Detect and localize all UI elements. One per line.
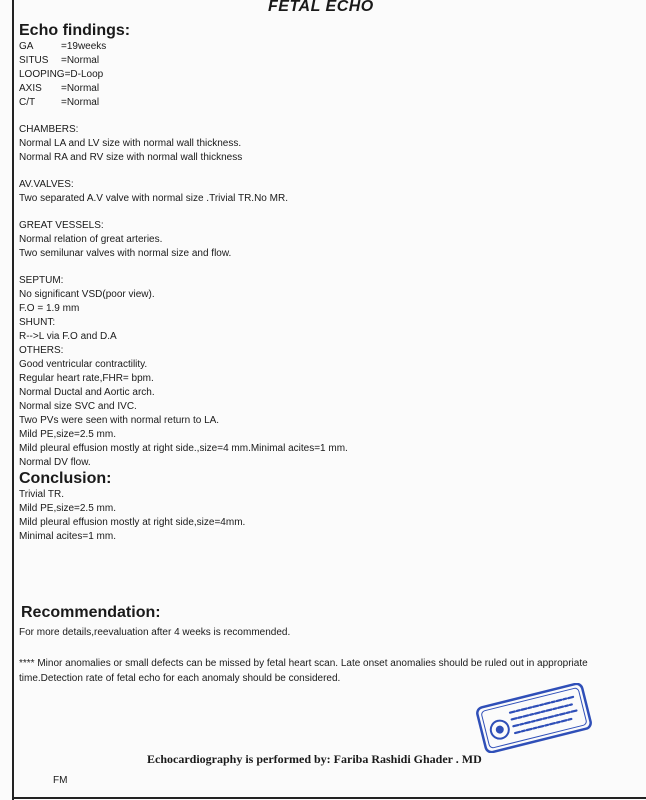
finding-key: AXIS (19, 83, 42, 94)
doctor-stamp (474, 683, 594, 753)
section-line: Normal size SVC and IVC. (19, 401, 137, 412)
conclusion-line: Minimal acites=1 mm. (19, 531, 116, 542)
recommendation-text: For more details,reevaluation after 4 weeks is recommended. (19, 627, 291, 638)
section-line: Two PVs were seen with normal return to LA. (19, 415, 220, 426)
section-line: Normal RA and RV size with normal wall thickness (19, 152, 243, 163)
section-label: CHAMBERS: (19, 124, 79, 135)
conclusion-line: Mild PE,size=2.5 mm. (19, 503, 116, 514)
others-section (19, 344, 639, 470)
findings-row (19, 96, 639, 110)
conclusion-line: Trivial TR. (19, 489, 64, 500)
section-line: Normal Ductal and Aortic arch. (19, 387, 155, 398)
finding-key: SITUS (19, 55, 49, 66)
section-label: AV.VALVES: (19, 179, 74, 190)
section-label: GREAT VESSELS: (19, 220, 104, 231)
section-line: Normal relation of great arteries. (19, 234, 163, 245)
disclaimer-note: **** Minor anomalies or small defects can be missed by fetal heart scan. Late onset anomalies should be ruled out in appropriate time.Detection rate of fetal echo for each anomaly should be considered. (19, 658, 588, 684)
finding-value: =Normal (61, 55, 100, 66)
conclusion-section (19, 488, 639, 544)
section-line: R-->L via F.O and D.A (19, 331, 117, 342)
section-line: Normal LA and LV size with normal wall thickness. (19, 138, 242, 149)
findings-row (19, 40, 639, 54)
section-line: F.O = 1.9 mm (19, 303, 80, 314)
shunt-section (19, 316, 639, 344)
section-line: Two semilunar valves with normal size and flow. (19, 248, 232, 259)
conclusion-line: Mild pleural effusion mostly at right side,size=4mm. (19, 517, 246, 528)
section-line: Normal DV flow. (19, 457, 91, 468)
section-line: Good ventricular contractility. (19, 359, 148, 370)
bottom-border (12, 797, 646, 799)
report-title: FETAL ECHO (268, 0, 374, 15)
findings-heading: Echo findings: (19, 22, 131, 39)
report-body (19, 22, 639, 544)
fm-mark: FM (53, 775, 68, 786)
left-border (12, 0, 14, 800)
stamp-graphic (476, 683, 592, 753)
findings-list (19, 40, 639, 110)
section-line: Regular heart rate,FHR= bpm. (19, 373, 154, 384)
findings-row (19, 82, 639, 96)
av-valves-section (19, 178, 639, 206)
great-vessels-section (19, 219, 639, 261)
finding-key: LOOPING (19, 69, 65, 80)
recommendation-heading: Recommendation: (21, 604, 161, 621)
conclusion-heading: Conclusion: (19, 470, 112, 487)
section-line: Mild pleural effusion mostly at right side.,size=4 mm.Minimal acites=1 mm. (19, 443, 348, 454)
finding-key: C/T (19, 97, 36, 108)
section-label: OTHERS: (19, 345, 64, 356)
findings-row (19, 54, 639, 68)
section-line: Mild PE,size=2.5 mm. (19, 429, 116, 440)
section-label: SEPTUM: (19, 275, 64, 286)
finding-value: =Normal (61, 97, 100, 108)
section-line: No significant VSD(poor view). (19, 289, 155, 300)
section-label: SHUNT: (19, 317, 56, 328)
finding-value: =Normal (61, 83, 100, 94)
section-line: Two separated A.V valve with normal size .Trivial TR.No MR. (19, 193, 288, 204)
chambers-section (19, 123, 639, 165)
findings-row (19, 68, 639, 82)
septum-section (19, 274, 639, 316)
performed-by: Echocardiography is performed by: Fariba Rashidi Ghader . MD (147, 752, 482, 766)
finding-key: GA (19, 41, 34, 52)
finding-value: =D-Loop (64, 69, 104, 80)
finding-value: =19weeks (61, 41, 107, 52)
